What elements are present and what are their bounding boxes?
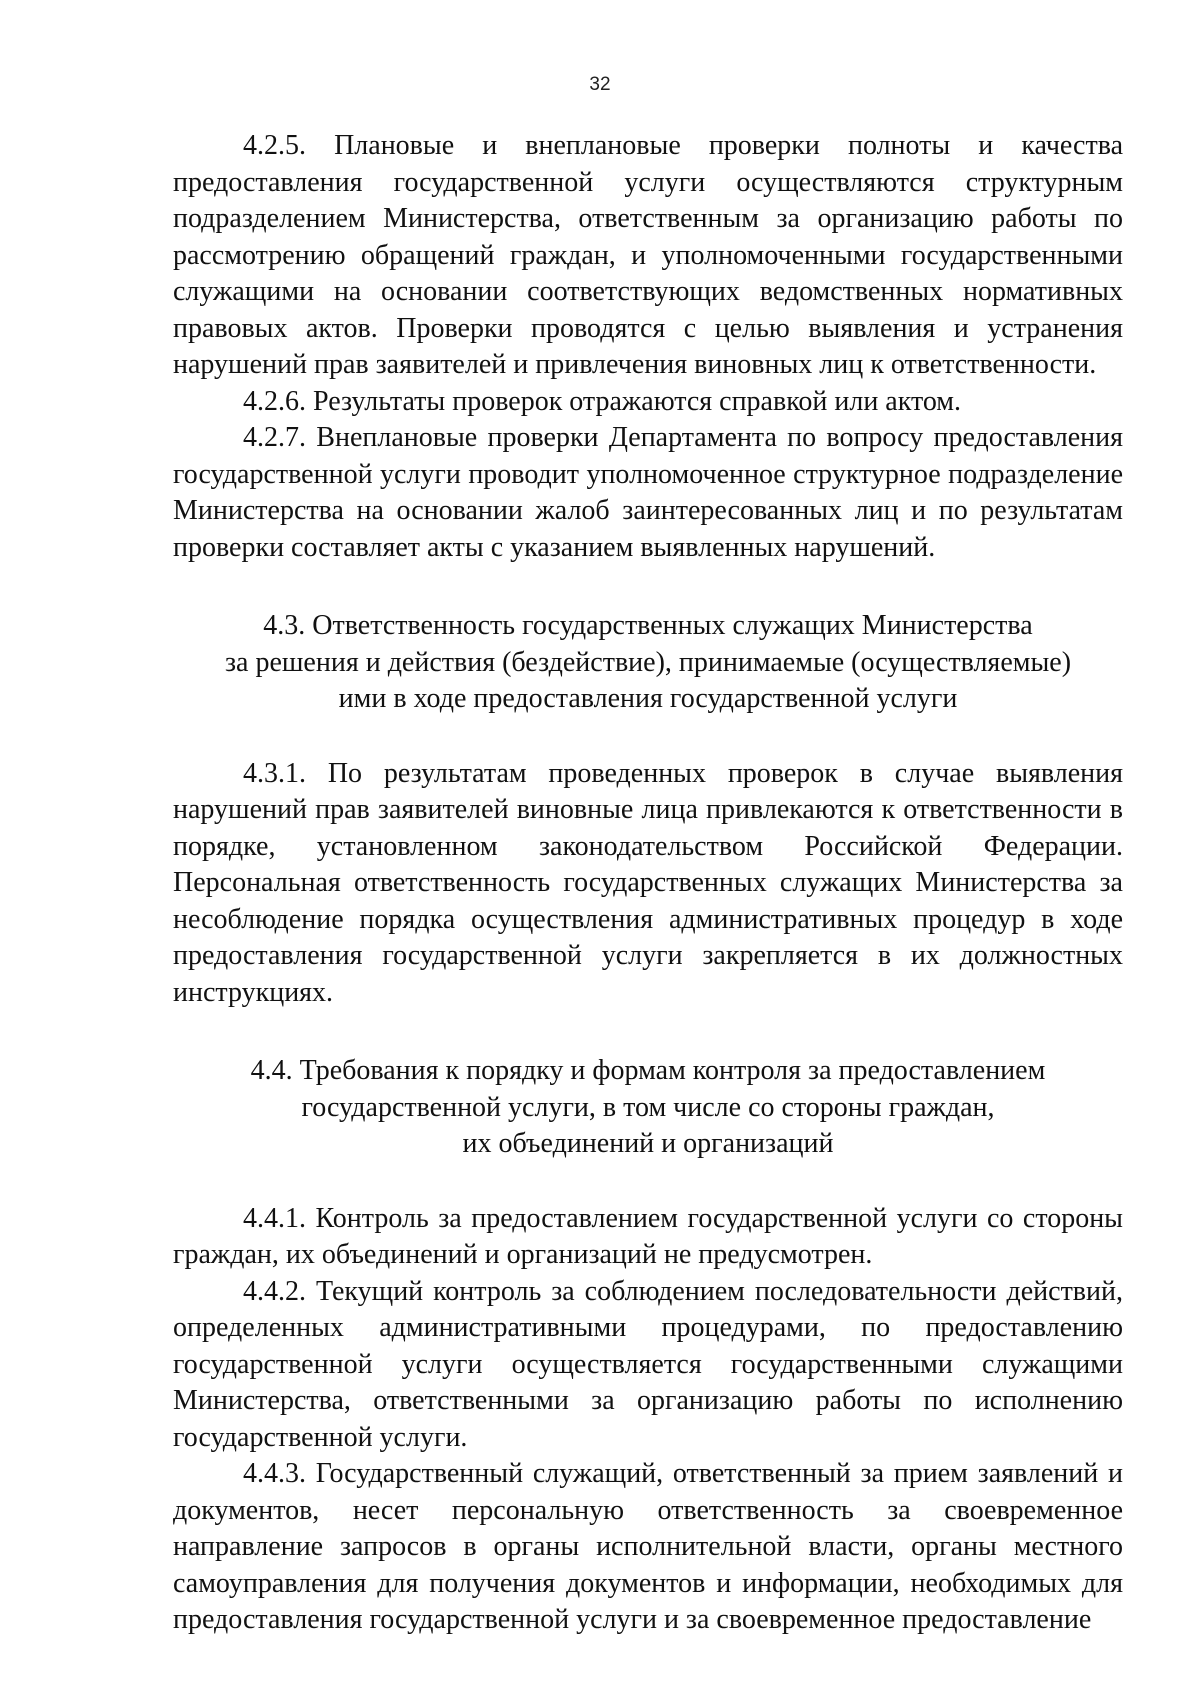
paragraph-4-4-1: 4.4.1. Контроль за предоставлением государственной услуги со стороны граждан, их объединений и организаций не предусмотрен. — [173, 1202, 1123, 1270]
paragraph-4-3-1: 4.3.1. По результатам проведенных проверок в случае выявления нарушений прав заявителей виновные лица привлекаются к ответственности в порядке, установленном законодательством Российской Федерации. Персональная ответственность государственных служащих Министерства за несоблюдение порядка осуществления административных процедур в ходе предоставления государственной услуги закрепляется в их должностных инструкциях. — [173, 757, 1123, 1008]
paragraph-4-2-5: 4.2.5. Плановые и внеплановые проверки полноты и качества предоставления государственной услуги осуществляются структурным подразделением Министерства, ответственным за организацию работы по рассмотрению обращений граждан, и уполномоченными государственными служащими на основании соответствующих ведомственных нормативных правовых актов. Проверки проводятся с целью выявления и устранения нарушений прав заявителей и привлечения виновных лиц к ответственности. — [173, 130, 1123, 380]
document-body — [173, 128, 1123, 1639]
section-heading-4-3: 4.3. Ответственность государственных служащих Министерства за решения и действия (бездействие), принимаемые (осуществляемые) ими в ходе предоставления государственной услуги — [224, 610, 1072, 714]
paragraph-4-4-2: 4.4.2. Текущий контроль за соблюдением последовательности действий, определенных административными процедурами, по предоставлению государственной услуги осуществляется государственными служащими Министерства, ответственными за организацию работы по исполнению государственной услуги. — [173, 1275, 1123, 1453]
page-number: 32 — [589, 74, 611, 95]
paragraph-4-2-7: 4.2.7. Внеплановые проверки Департамента по вопросу предоставления государственной услуги проводит уполномоченное структурное подразделение Министерства на основании жалоб заинтересованных лиц и по результатам проверки составляет акты с указанием выявленных нарушений. — [173, 422, 1123, 563]
paragraph-4-4-3: 4.4.3. Государственный служащий, ответственный за прием заявлений и документов, несет персональную ответственность за своевременное направление запросов в органы исполнительной власти, органы местного самоуправления для получения документов и информации, необходимых для предоставления государственной услуги и за своевременное предоставление — [173, 1458, 1123, 1635]
section-heading-4-4: 4.4. Требования к порядку и формам контроля за предоставлением государственной услуги, в том числе со стороны граждан, их объединений и организаций — [250, 1055, 1046, 1159]
paragraph-4-2-6: 4.2.6. Результаты проверок отражаются справкой или актом. — [243, 385, 962, 417]
